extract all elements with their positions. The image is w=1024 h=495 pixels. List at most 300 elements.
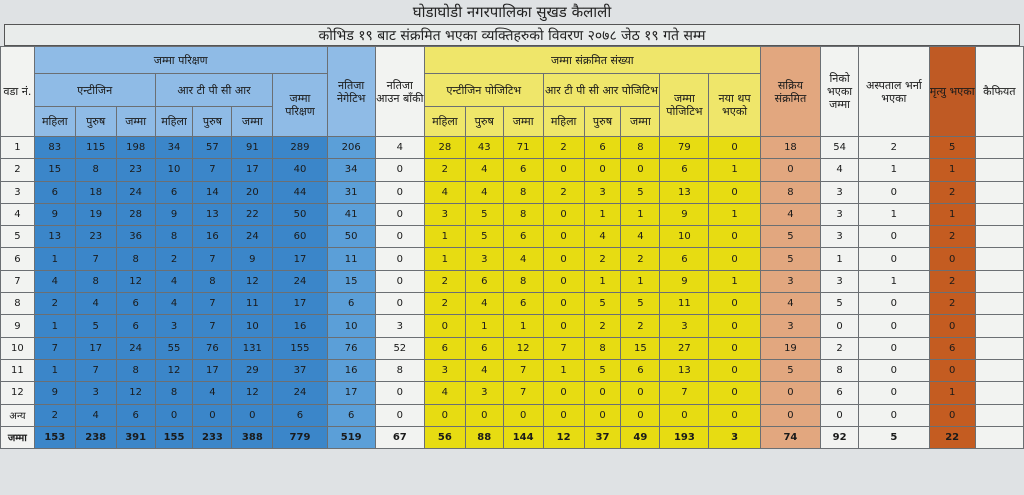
cell-agp_m: 4 xyxy=(465,181,503,203)
cell-agp_t: 6 xyxy=(503,159,543,181)
cell-rem xyxy=(975,181,1023,203)
cell-agp_t: 144 xyxy=(503,426,543,448)
cell-neg: 41 xyxy=(327,203,375,225)
header-total-tests: जम्मा परिक्षण xyxy=(34,47,327,74)
cell-hosp: 0 xyxy=(859,293,930,315)
header-total-tested: जम्मा परिक्षण xyxy=(273,74,327,137)
cell-tested: 6 xyxy=(273,404,327,426)
cell-ag_f: 83 xyxy=(34,137,75,159)
cell-tested: 37 xyxy=(273,359,327,381)
cell-rec: 3 xyxy=(821,181,859,203)
cell-pcr_t: 29 xyxy=(232,359,273,381)
cell-tested: 289 xyxy=(273,137,327,159)
table-row xyxy=(1,337,1024,359)
table-row xyxy=(1,359,1024,381)
cell-pcr_f: 155 xyxy=(155,426,193,448)
cell-pos: 79 xyxy=(660,137,709,159)
cell-hosp: 0 xyxy=(859,226,930,248)
cell-ag_t: 23 xyxy=(116,159,155,181)
cell-ag_m: 8 xyxy=(75,270,116,292)
header-active: सक्रिय संक्रमित xyxy=(760,47,820,137)
cell-death: 0 xyxy=(929,359,975,381)
header-result-negative: नतिजा नेगेटिभ xyxy=(327,47,375,137)
cell-pend: 0 xyxy=(375,293,424,315)
cell-ag_t: 28 xyxy=(116,203,155,225)
cell-agp_f: 3 xyxy=(424,359,465,381)
cell-ward: 3 xyxy=(1,181,35,203)
cell-ag_f: 15 xyxy=(34,159,75,181)
cell-new: 0 xyxy=(709,137,760,159)
table-row xyxy=(1,137,1024,159)
cell-pcrp_f: 0 xyxy=(543,226,584,248)
cell-hosp: 0 xyxy=(859,315,930,337)
cell-rec: 2 xyxy=(821,337,859,359)
cell-ward: 8 xyxy=(1,293,35,315)
cell-ag_t: 24 xyxy=(116,337,155,359)
cell-ag_t: 198 xyxy=(116,137,155,159)
cell-pcr_m: 76 xyxy=(193,337,232,359)
cell-pos: 0 xyxy=(660,404,709,426)
cell-ag_t: 8 xyxy=(116,248,155,270)
cell-ag_m: 4 xyxy=(75,404,116,426)
header-total-infected: जम्मा संक्रमित संख्या xyxy=(424,47,760,74)
cell-rec: 92 xyxy=(821,426,859,448)
cell-pcr_f: 3 xyxy=(155,315,193,337)
cell-pcrp_f: 0 xyxy=(543,203,584,225)
cell-ag_f: 6 xyxy=(34,181,75,203)
cell-ag_m: 5 xyxy=(75,315,116,337)
cell-rec: 0 xyxy=(821,404,859,426)
cell-agp_f: 0 xyxy=(424,404,465,426)
header-total: जम्मा xyxy=(621,107,660,137)
cell-pcr_f: 12 xyxy=(155,359,193,381)
cell-pcr_t: 91 xyxy=(232,137,273,159)
cell-pcrp_f: 12 xyxy=(543,426,584,448)
table-row xyxy=(1,203,1024,225)
cell-ward: 10 xyxy=(1,337,35,359)
cell-pcr_m: 7 xyxy=(193,315,232,337)
cell-agp_m: 3 xyxy=(465,382,503,404)
cell-rec: 5 xyxy=(821,293,859,315)
cell-new: 0 xyxy=(709,404,760,426)
table-row xyxy=(1,293,1024,315)
cell-pend: 0 xyxy=(375,226,424,248)
cell-pend: 0 xyxy=(375,181,424,203)
cell-rec: 4 xyxy=(821,159,859,181)
cell-rem xyxy=(975,315,1023,337)
cell-ag_t: 12 xyxy=(116,270,155,292)
cell-ag_t: 6 xyxy=(116,293,155,315)
cell-neg: 6 xyxy=(327,293,375,315)
cell-pend: 0 xyxy=(375,404,424,426)
cell-agp_t: 7 xyxy=(503,382,543,404)
cell-pcrp_f: 7 xyxy=(543,337,584,359)
cell-ward: 5 xyxy=(1,226,35,248)
cell-active: 18 xyxy=(760,137,820,159)
header-male: पुरुष xyxy=(465,107,503,137)
cell-pcrp_t: 0 xyxy=(621,159,660,181)
cell-pcrp_f: 0 xyxy=(543,293,584,315)
cell-pcrp_t: 0 xyxy=(621,382,660,404)
cell-neg: 34 xyxy=(327,159,375,181)
cell-pos: 13 xyxy=(660,181,709,203)
cell-tested: 17 xyxy=(273,293,327,315)
cell-active: 0 xyxy=(760,404,820,426)
cell-new: 0 xyxy=(709,337,760,359)
cell-rem xyxy=(975,137,1023,159)
cell-ward: अन्य xyxy=(1,404,35,426)
cell-ward: 9 xyxy=(1,315,35,337)
cell-pcr_t: 12 xyxy=(232,382,273,404)
cell-ward: 1 xyxy=(1,137,35,159)
cell-death: 22 xyxy=(929,426,975,448)
cell-active: 4 xyxy=(760,293,820,315)
cell-active: 0 xyxy=(760,382,820,404)
cell-pcrp_f: 0 xyxy=(543,248,584,270)
cell-agp_t: 6 xyxy=(503,293,543,315)
cell-ag_f: 7 xyxy=(34,337,75,359)
cell-hosp: 1 xyxy=(859,203,930,225)
cell-rem xyxy=(975,293,1023,315)
covid-table xyxy=(0,46,1024,449)
cell-ag_m: 7 xyxy=(75,359,116,381)
table-body xyxy=(1,137,1024,449)
cell-pcr_f: 34 xyxy=(155,137,193,159)
cell-hosp: 0 xyxy=(859,337,930,359)
cell-agp_m: 4 xyxy=(465,159,503,181)
cell-neg: 17 xyxy=(327,382,375,404)
cell-tested: 155 xyxy=(273,337,327,359)
cell-ag_f: 9 xyxy=(34,382,75,404)
page-title: घोडाघोडी नगरपालिका सुखड कैलाली xyxy=(412,3,612,21)
cell-pend: 52 xyxy=(375,337,424,359)
cell-agp_f: 6 xyxy=(424,337,465,359)
cell-pcrp_t: 5 xyxy=(621,181,660,203)
cell-pcrp_t: 49 xyxy=(621,426,660,448)
cell-pos: 7 xyxy=(660,382,709,404)
cell-neg: 206 xyxy=(327,137,375,159)
cell-ag_f: 1 xyxy=(34,359,75,381)
cell-pcrp_t: 4 xyxy=(621,226,660,248)
cell-rec: 1 xyxy=(821,248,859,270)
cell-agp_t: 0 xyxy=(503,404,543,426)
cell-pcr_t: 11 xyxy=(232,293,273,315)
cell-rem xyxy=(975,404,1023,426)
cell-agp_m: 3 xyxy=(465,248,503,270)
cell-agp_t: 1 xyxy=(503,315,543,337)
cell-pcr_t: 9 xyxy=(232,248,273,270)
cell-ward: 7 xyxy=(1,270,35,292)
header-rtpcr-positive: आर टी पी सी आर पोजिटिभ xyxy=(543,74,660,107)
cell-agp_f: 2 xyxy=(424,270,465,292)
header-antigen: एन्टीजिन xyxy=(34,74,155,107)
cell-rec: 3 xyxy=(821,203,859,225)
cell-agp_f: 3 xyxy=(424,203,465,225)
cell-tested: 24 xyxy=(273,270,327,292)
cell-neg: 11 xyxy=(327,248,375,270)
cell-tested: 40 xyxy=(273,159,327,181)
cell-new: 0 xyxy=(709,248,760,270)
cell-pcr_f: 8 xyxy=(155,382,193,404)
cell-pcrp_f: 0 xyxy=(543,270,584,292)
cell-agp_m: 6 xyxy=(465,270,503,292)
cell-neg: 16 xyxy=(327,359,375,381)
cell-rem xyxy=(975,382,1023,404)
cell-active: 5 xyxy=(760,359,820,381)
cell-pcrp_t: 5 xyxy=(621,293,660,315)
cell-death: 0 xyxy=(929,404,975,426)
cell-tested: 16 xyxy=(273,315,327,337)
cell-active: 5 xyxy=(760,226,820,248)
cell-pos: 10 xyxy=(660,226,709,248)
cell-pcrp_m: 37 xyxy=(584,426,621,448)
cell-pcr_m: 7 xyxy=(193,248,232,270)
cell-death: 6 xyxy=(929,337,975,359)
header-total: जम्मा xyxy=(503,107,543,137)
cell-agp_m: 5 xyxy=(465,226,503,248)
cell-new: 1 xyxy=(709,159,760,181)
header-antigen-positive: एन्टीजिन पोजिटिभ xyxy=(424,74,543,107)
cell-ag_m: 18 xyxy=(75,181,116,203)
cell-agp_f: 2 xyxy=(424,293,465,315)
cell-pcr_t: 22 xyxy=(232,203,273,225)
header-remarks: कैफियत xyxy=(975,47,1023,137)
cell-agp_t: 71 xyxy=(503,137,543,159)
cell-ward: 6 xyxy=(1,248,35,270)
cell-pcr_f: 4 xyxy=(155,293,193,315)
cell-ag_m: 3 xyxy=(75,382,116,404)
cell-pcrp_f: 2 xyxy=(543,181,584,203)
cell-pcrp_m: 6 xyxy=(584,137,621,159)
header-deaths: मृत्यु भएका xyxy=(929,47,975,137)
cell-tested: 44 xyxy=(273,181,327,203)
cell-pos: 9 xyxy=(660,270,709,292)
cell-pcrp_m: 4 xyxy=(584,226,621,248)
cell-pcr_m: 7 xyxy=(193,159,232,181)
cell-agp_f: 4 xyxy=(424,181,465,203)
cell-neg: 76 xyxy=(327,337,375,359)
header-recovered: निको भएका जम्मा xyxy=(821,47,859,137)
cell-ag_m: 4 xyxy=(75,293,116,315)
cell-agp_m: 6 xyxy=(465,337,503,359)
cell-death: 2 xyxy=(929,181,975,203)
cell-new: 0 xyxy=(709,226,760,248)
table-row xyxy=(1,404,1024,426)
cell-ag_t: 12 xyxy=(116,382,155,404)
cell-pcr_m: 7 xyxy=(193,293,232,315)
cell-death: 2 xyxy=(929,226,975,248)
cell-ag_t: 8 xyxy=(116,359,155,381)
cell-pend: 0 xyxy=(375,203,424,225)
cell-pcrp_m: 8 xyxy=(584,337,621,359)
cell-pcrp_m: 5 xyxy=(584,293,621,315)
cell-ag_m: 17 xyxy=(75,337,116,359)
cell-agp_m: 4 xyxy=(465,293,503,315)
cell-agp_f: 4 xyxy=(424,382,465,404)
cell-active: 19 xyxy=(760,337,820,359)
cell-agp_m: 5 xyxy=(465,203,503,225)
cell-ag_m: 19 xyxy=(75,203,116,225)
cell-hosp: 2 xyxy=(859,137,930,159)
cell-ag_t: 6 xyxy=(116,315,155,337)
header-female: महिला xyxy=(155,107,193,137)
cell-active: 3 xyxy=(760,270,820,292)
cell-pcrp_t: 8 xyxy=(621,137,660,159)
cell-pcr_t: 17 xyxy=(232,159,273,181)
header-hospital: अस्पताल भर्ना भएका xyxy=(859,47,930,137)
cell-pcr_f: 0 xyxy=(155,404,193,426)
cell-pend: 67 xyxy=(375,426,424,448)
cell-pcrp_f: 1 xyxy=(543,359,584,381)
cell-pos: 3 xyxy=(660,315,709,337)
cell-hosp: 1 xyxy=(859,159,930,181)
totals-row xyxy=(1,426,1024,448)
cell-rem xyxy=(975,359,1023,381)
cell-hosp: 0 xyxy=(859,382,930,404)
table-row xyxy=(1,248,1024,270)
cell-ag_f: 2 xyxy=(34,293,75,315)
cell-hosp: 1 xyxy=(859,270,930,292)
cell-pend: 0 xyxy=(375,248,424,270)
cell-death: 1 xyxy=(929,159,975,181)
cell-death: 1 xyxy=(929,203,975,225)
cell-death: 2 xyxy=(929,293,975,315)
cell-neg: 10 xyxy=(327,315,375,337)
cell-pcrp_m: 3 xyxy=(584,181,621,203)
cell-agp_m: 88 xyxy=(465,426,503,448)
cell-active: 4 xyxy=(760,203,820,225)
cell-pcr_t: 12 xyxy=(232,270,273,292)
cell-tested: 50 xyxy=(273,203,327,225)
cell-new: 0 xyxy=(709,359,760,381)
header-total: जम्मा xyxy=(116,107,155,137)
cell-neg: 15 xyxy=(327,270,375,292)
cell-pcrp_t: 2 xyxy=(621,248,660,270)
cell-new: 0 xyxy=(709,382,760,404)
cell-pcrp_f: 0 xyxy=(543,404,584,426)
cell-ag_t: 24 xyxy=(116,181,155,203)
cell-rec: 6 xyxy=(821,382,859,404)
cell-hosp: 0 xyxy=(859,181,930,203)
cell-ag_m: 115 xyxy=(75,137,116,159)
cell-new: 1 xyxy=(709,203,760,225)
cell-pcr_t: 0 xyxy=(232,404,273,426)
cell-neg: 6 xyxy=(327,404,375,426)
cell-neg: 519 xyxy=(327,426,375,448)
cell-pend: 0 xyxy=(375,159,424,181)
cell-agp_t: 12 xyxy=(503,337,543,359)
header-rtpcr: आर टी पी सी आर xyxy=(155,74,273,107)
cell-ag_t: 6 xyxy=(116,404,155,426)
header-male: पुरुष xyxy=(75,107,116,137)
cell-agp_f: 56 xyxy=(424,426,465,448)
cell-rem xyxy=(975,159,1023,181)
cell-active: 5 xyxy=(760,248,820,270)
cell-new: 0 xyxy=(709,293,760,315)
page-subtitle: कोभिड १९ बाट संक्रमित भएका व्यक्तिहरुको विवरण २०७८ जेठ १९ गते सम्म xyxy=(4,24,1020,46)
cell-agp_t: 8 xyxy=(503,270,543,292)
cell-pcr_m: 14 xyxy=(193,181,232,203)
cell-ward: 12 xyxy=(1,382,35,404)
cell-pcr_f: 10 xyxy=(155,159,193,181)
cell-pos: 6 xyxy=(660,159,709,181)
cell-pcrp_m: 2 xyxy=(584,248,621,270)
cell-ag_f: 9 xyxy=(34,203,75,225)
header-total: जम्मा xyxy=(232,107,273,137)
cell-ag_f: 13 xyxy=(34,226,75,248)
cell-pcr_f: 6 xyxy=(155,181,193,203)
table-row xyxy=(1,315,1024,337)
cell-pcrp_t: 1 xyxy=(621,203,660,225)
cell-active: 74 xyxy=(760,426,820,448)
cell-pcr_m: 4 xyxy=(193,382,232,404)
cell-death: 1 xyxy=(929,382,975,404)
cell-new: 1 xyxy=(709,270,760,292)
cell-pcr_t: 24 xyxy=(232,226,273,248)
cell-ag_t: 391 xyxy=(116,426,155,448)
cell-ward: जम्मा xyxy=(1,426,35,448)
cell-pcr_f: 8 xyxy=(155,226,193,248)
cell-rem xyxy=(975,426,1023,448)
cell-rem xyxy=(975,337,1023,359)
table-row xyxy=(1,382,1024,404)
cell-pcr_m: 13 xyxy=(193,203,232,225)
cell-pcrp_t: 6 xyxy=(621,359,660,381)
cell-agp_t: 4 xyxy=(503,248,543,270)
cell-agp_t: 8 xyxy=(503,203,543,225)
cell-ag_f: 1 xyxy=(34,315,75,337)
cell-pcrp_f: 0 xyxy=(543,315,584,337)
cell-ag_t: 36 xyxy=(116,226,155,248)
cell-pos: 193 xyxy=(660,426,709,448)
header-ward: वडा नं. xyxy=(1,47,35,137)
header-male: पुरुष xyxy=(193,107,232,137)
cell-pcr_t: 131 xyxy=(232,337,273,359)
cell-new: 0 xyxy=(709,181,760,203)
cell-pos: 6 xyxy=(660,248,709,270)
cell-new: 3 xyxy=(709,426,760,448)
cell-pcr_f: 4 xyxy=(155,270,193,292)
cell-pcrp_t: 15 xyxy=(621,337,660,359)
cell-pcr_t: 10 xyxy=(232,315,273,337)
cell-tested: 60 xyxy=(273,226,327,248)
cell-ag_m: 238 xyxy=(75,426,116,448)
cell-hosp: 0 xyxy=(859,248,930,270)
cell-ag_m: 8 xyxy=(75,159,116,181)
cell-rec: 3 xyxy=(821,226,859,248)
cell-pcrp_f: 0 xyxy=(543,382,584,404)
cell-pos: 11 xyxy=(660,293,709,315)
cell-pcrp_m: 2 xyxy=(584,315,621,337)
table-row xyxy=(1,226,1024,248)
cell-pcrp_f: 0 xyxy=(543,159,584,181)
cell-pcr_m: 8 xyxy=(193,270,232,292)
cell-hosp: 5 xyxy=(859,426,930,448)
cell-pcr_t: 388 xyxy=(232,426,273,448)
cell-new: 0 xyxy=(709,315,760,337)
table-row xyxy=(1,159,1024,181)
cell-agp_m: 4 xyxy=(465,359,503,381)
cell-pend: 8 xyxy=(375,359,424,381)
cell-pcr_t: 20 xyxy=(232,181,273,203)
header-female: महिला xyxy=(34,107,75,137)
cell-pcrp_m: 1 xyxy=(584,203,621,225)
cell-ward: 11 xyxy=(1,359,35,381)
cell-ag_m: 7 xyxy=(75,248,116,270)
cell-agp_f: 1 xyxy=(424,248,465,270)
cell-pcr_m: 233 xyxy=(193,426,232,448)
cell-neg: 50 xyxy=(327,226,375,248)
